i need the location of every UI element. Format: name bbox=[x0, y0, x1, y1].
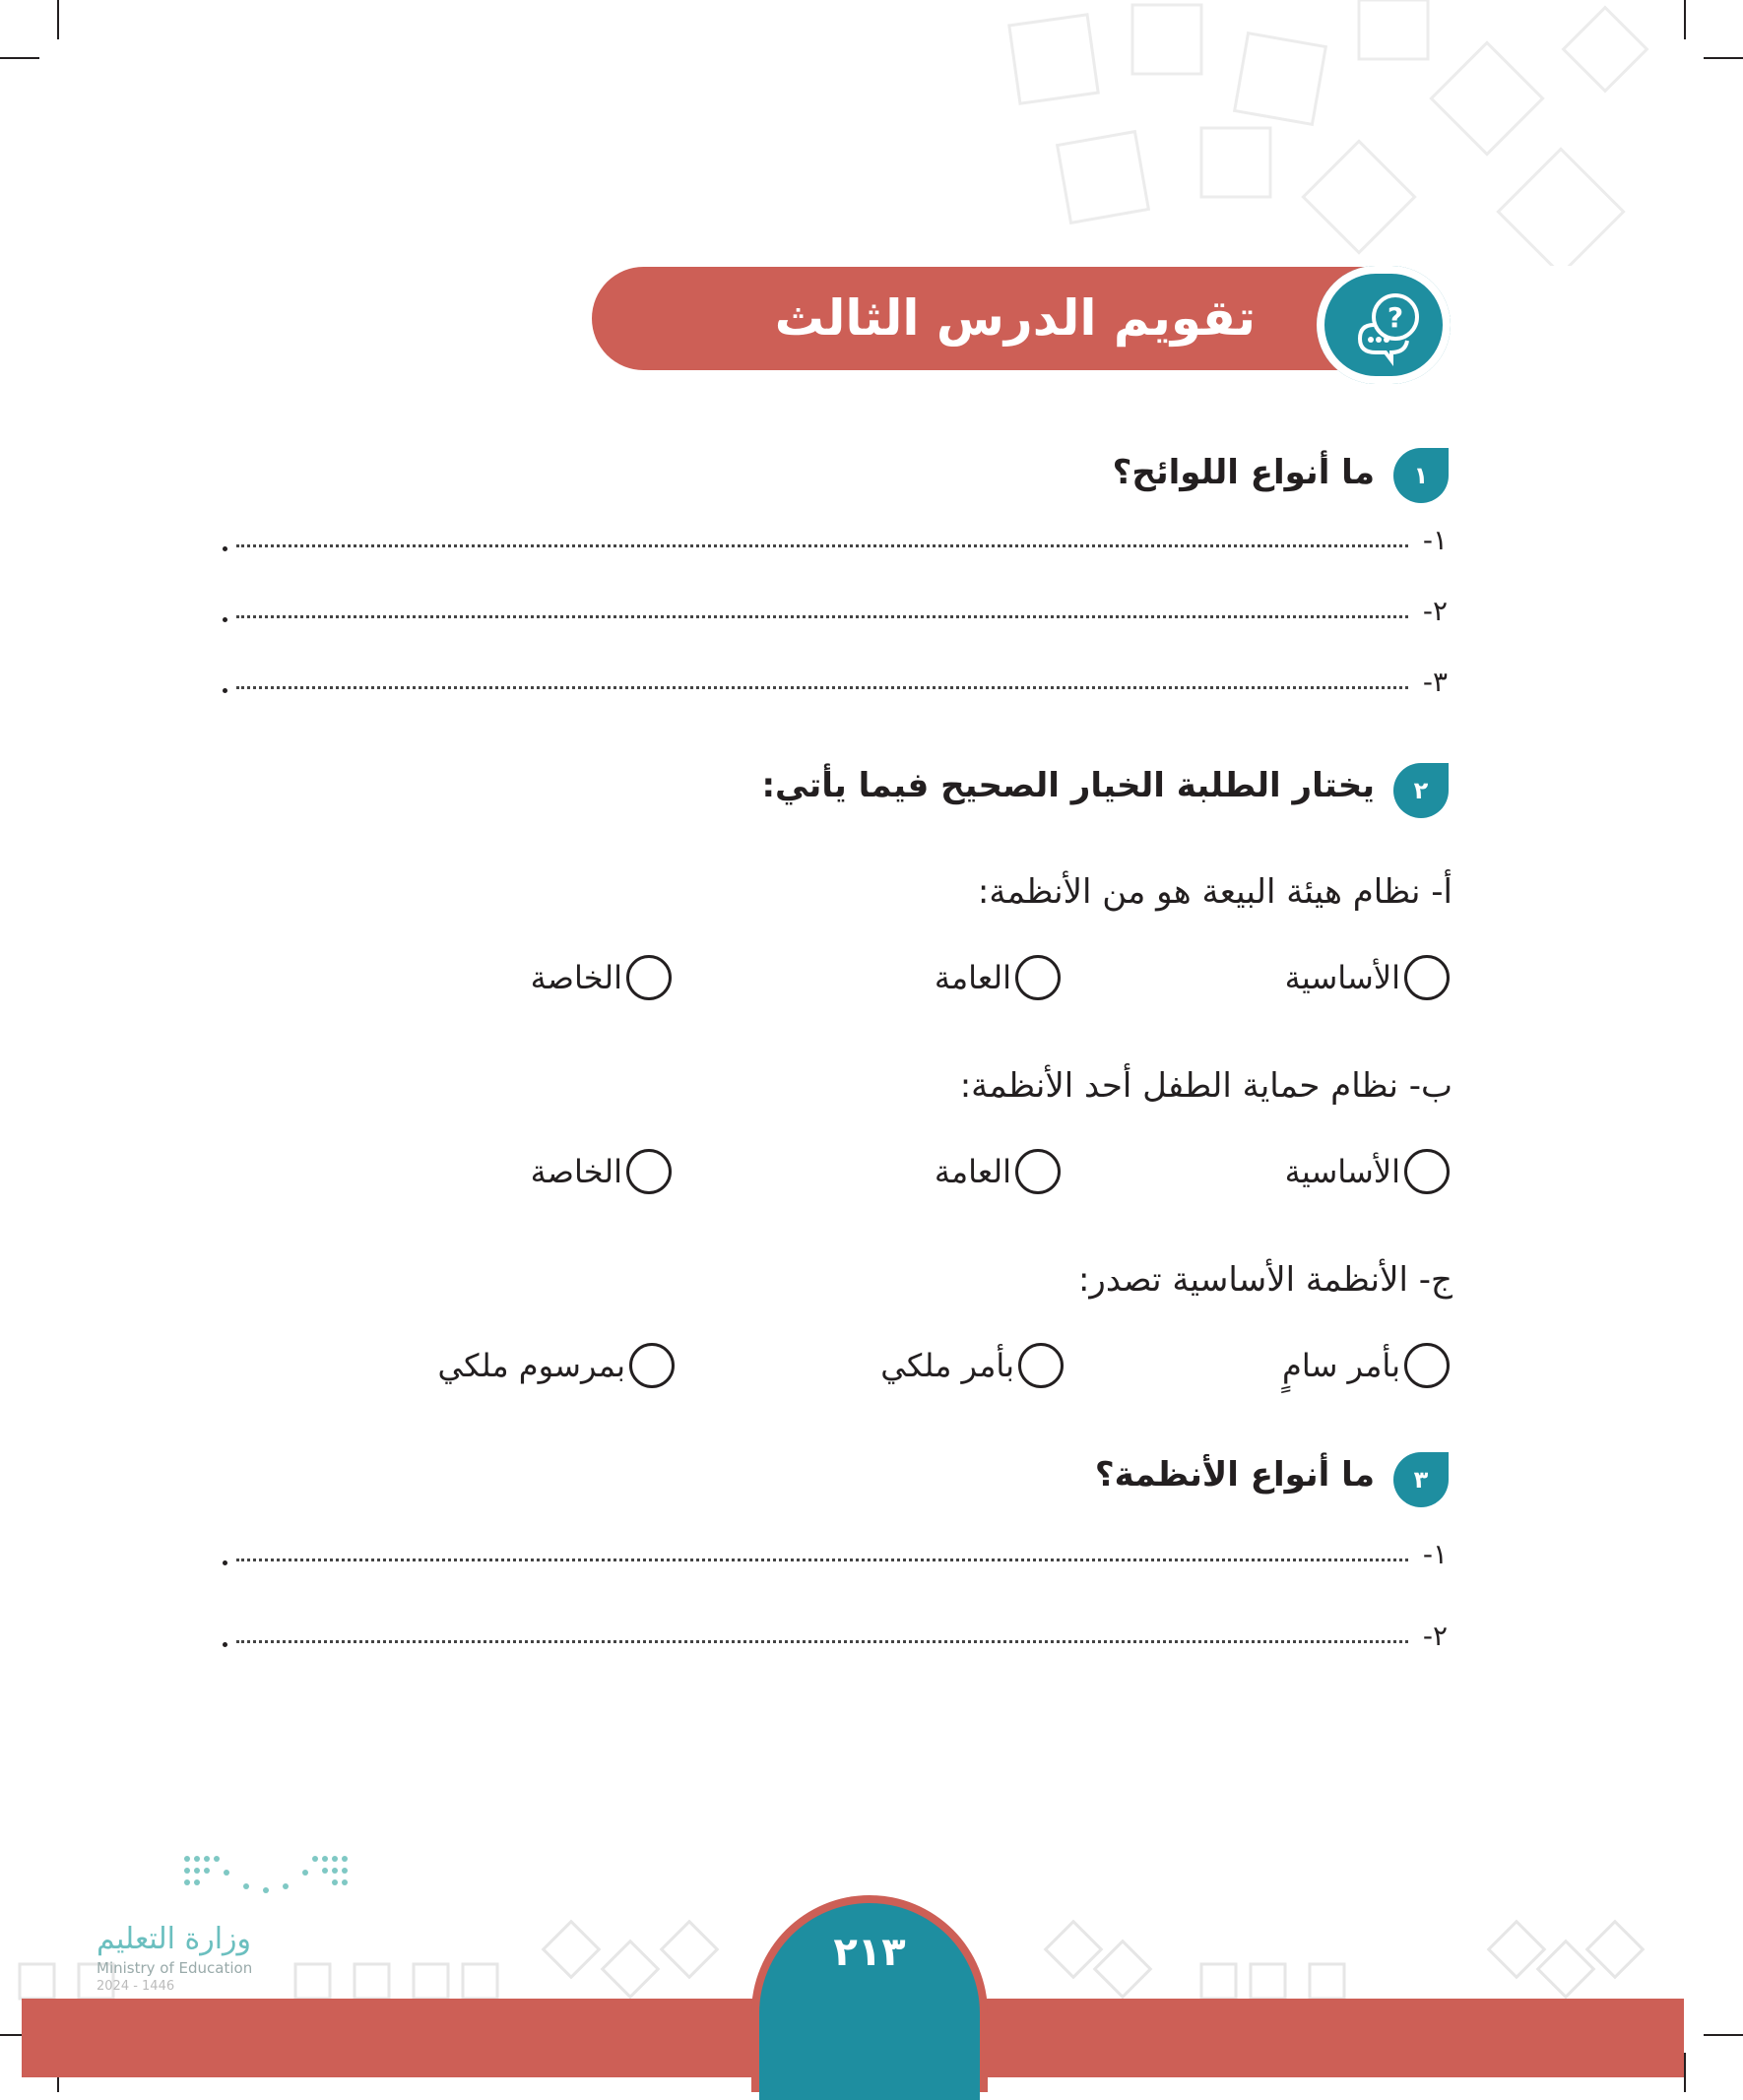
lesson-title: تقويم الدرس الثالث والعشرين bbox=[774, 289, 1256, 450]
crop-mark bbox=[1704, 2034, 1743, 2036]
radio-circle[interactable] bbox=[1404, 1343, 1450, 1388]
ministry-logo-dots bbox=[177, 1851, 355, 1910]
banner-icon-badge bbox=[1317, 266, 1451, 384]
line-end-dot bbox=[223, 546, 227, 551]
sub-question-b: ب- نظام حماية الطفل أحد الأنظمة: bbox=[959, 1066, 1452, 1106]
crop-mark bbox=[1704, 57, 1743, 59]
question-text: ما أنواع الأنظمة؟ bbox=[1094, 1455, 1375, 1495]
crop-mark bbox=[1684, 0, 1686, 39]
option-a-3[interactable]: الخاصة bbox=[531, 955, 672, 1004]
background-pattern bbox=[985, 0, 1674, 266]
question-number-badge: ٢ bbox=[1393, 763, 1449, 818]
sub-question-a: أ- نظام هيئة البيعة هو من الأنظمة: bbox=[977, 872, 1452, 912]
radio-circle[interactable] bbox=[1018, 1343, 1064, 1388]
radio-circle[interactable] bbox=[626, 1149, 672, 1194]
crop-mark bbox=[0, 57, 39, 59]
ministry-name-arabic: وزارة التعليم bbox=[97, 1922, 252, 1956]
question-number-badge: ١ bbox=[1393, 448, 1449, 503]
question-text: يختار الطلبة الخيار الصحيح فيما يأتي: bbox=[761, 766, 1375, 805]
radio-circle[interactable] bbox=[626, 955, 672, 1000]
radio-circle[interactable] bbox=[1015, 1149, 1061, 1194]
sub-question-c: ج- الأنظمة الأساسية تصدر: bbox=[1077, 1260, 1452, 1300]
ministry-year: 2024 - 1446 bbox=[97, 1979, 175, 1994]
answer-line[interactable] bbox=[236, 1640, 1408, 1643]
radio-circle[interactable] bbox=[1404, 955, 1450, 1000]
svg-text:?: ? bbox=[1387, 301, 1404, 334]
option-b-1[interactable]: الأساسية bbox=[1285, 1149, 1450, 1198]
line-end-dot bbox=[223, 688, 227, 693]
answer-line[interactable] bbox=[236, 686, 1408, 689]
crop-mark bbox=[57, 0, 59, 39]
option-a-1[interactable]: الأساسية bbox=[1285, 955, 1450, 1004]
option-b-2[interactable]: العامة bbox=[935, 1149, 1061, 1198]
question-text: ما أنواع اللوائح؟ bbox=[1112, 453, 1375, 492]
option-c-1[interactable]: بأمر سامٍ bbox=[1282, 1343, 1450, 1392]
option-c-2[interactable]: بأمر ملكي bbox=[880, 1343, 1064, 1392]
answer-line-label: ٢- bbox=[1422, 595, 1448, 627]
answer-line[interactable] bbox=[236, 544, 1408, 547]
line-end-dot bbox=[223, 1560, 227, 1565]
answer-line[interactable] bbox=[236, 1559, 1408, 1561]
radio-circle[interactable] bbox=[1015, 955, 1061, 1000]
line-end-dot bbox=[223, 1642, 227, 1647]
answer-line-label: ٣- bbox=[1422, 666, 1448, 698]
option-a-2[interactable]: العامة bbox=[935, 955, 1061, 1004]
page-number: ٢١٣ bbox=[833, 1930, 906, 1975]
line-end-dot bbox=[223, 617, 227, 622]
radio-circle[interactable] bbox=[1404, 1149, 1450, 1194]
ministry-name-english: Ministry of Education bbox=[97, 1959, 253, 1977]
crop-mark bbox=[1684, 2053, 1686, 2092]
option-b-3[interactable]: الخاصة bbox=[531, 1149, 672, 1198]
question-number-badge: ٣ bbox=[1393, 1452, 1449, 1507]
answer-line-label: ١- bbox=[1422, 524, 1448, 556]
answer-line-label: ١- bbox=[1422, 1538, 1448, 1570]
question-chat-icon bbox=[1317, 266, 1451, 384]
lesson-title-banner bbox=[592, 267, 1423, 450]
radio-circle[interactable] bbox=[629, 1343, 675, 1388]
option-c-3[interactable]: بمرسوم ملكي bbox=[438, 1343, 675, 1392]
answer-line-label: ٢- bbox=[1422, 1620, 1448, 1652]
answer-line[interactable] bbox=[236, 615, 1408, 618]
